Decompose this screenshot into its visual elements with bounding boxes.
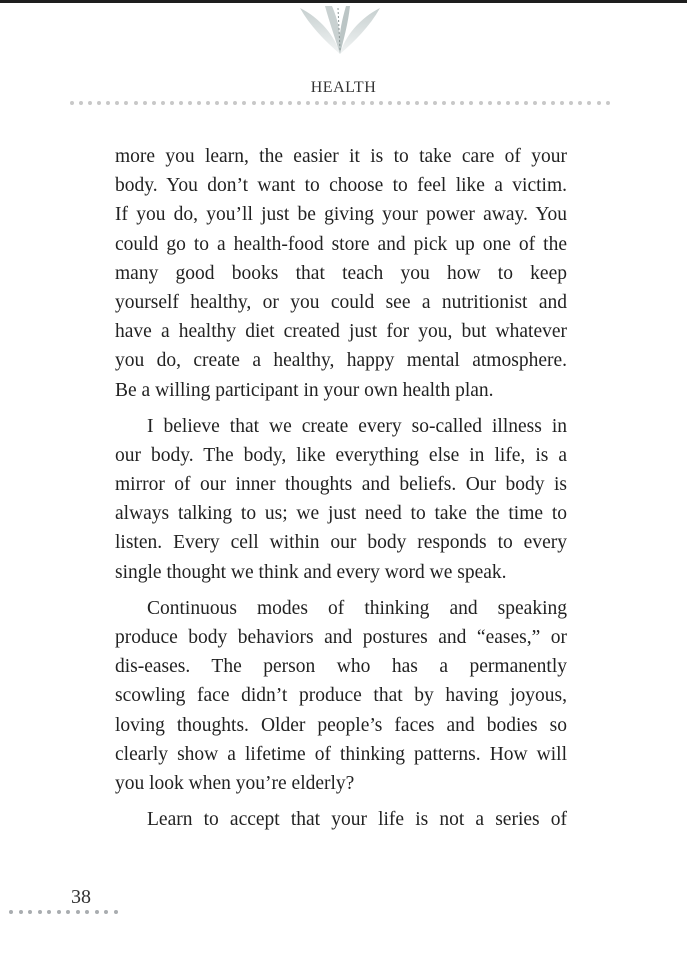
text-line: dis-eases. The person who has a permanently — [115, 656, 567, 678]
footer-dot — [19, 910, 23, 914]
text-line: could go to a health-food store and pick up one of the — [115, 233, 567, 255]
rule-dot — [315, 101, 319, 105]
footer-dot — [57, 910, 61, 914]
rule-dot — [324, 101, 328, 105]
page-number: 38 — [71, 886, 91, 908]
rule-dot — [524, 101, 528, 105]
rule-dot — [370, 101, 374, 105]
rule-dot — [569, 101, 573, 105]
rule-dot — [578, 101, 582, 105]
text-line: loving thoughts. Older people’s faces and bodies so — [115, 714, 567, 736]
text-line: If you do, you’ll just be giving your power away. You — [115, 204, 567, 226]
rule-dot — [170, 101, 174, 105]
text-line: you do, create a healthy, happy mental atmosphere. — [115, 350, 567, 372]
rule-dot — [224, 101, 228, 105]
rule-dot — [79, 101, 83, 105]
footer-dot — [28, 910, 32, 914]
rule-dot — [152, 101, 156, 105]
rule-dot — [288, 101, 292, 105]
rule-dot — [533, 101, 537, 105]
paragraph — [115, 594, 567, 798]
rule-dot — [397, 101, 401, 105]
footer-dotted-ornament — [9, 910, 118, 914]
rule-dot — [379, 101, 383, 105]
rule-dot — [606, 101, 610, 105]
rule-dot — [451, 101, 455, 105]
rule-dot — [143, 101, 147, 105]
rule-dot — [242, 101, 246, 105]
rule-dot — [88, 101, 92, 105]
rule-dot — [261, 101, 265, 105]
paragraph — [115, 805, 567, 834]
rule-dot — [124, 101, 128, 105]
page-top-edge — [0, 0, 687, 3]
rule-dot — [206, 101, 210, 105]
footer-dot — [95, 910, 99, 914]
text-line: our body. The body, like everything else in life, is a — [115, 444, 567, 466]
running-head: HEALTH — [310, 79, 377, 96]
footer-dot — [9, 910, 13, 914]
rule-dot — [551, 101, 555, 105]
rule-dot — [342, 101, 346, 105]
text-line: more you learn, the easier it is to take care of your — [115, 146, 567, 167]
text-line: scowling face didn’t produce that by having joyous, — [115, 685, 567, 707]
rule-dot — [460, 101, 464, 105]
text-line: single thought we think and every word we speak. — [115, 561, 507, 583]
rule-dot — [279, 101, 283, 105]
rule-dot — [70, 101, 74, 105]
text-line: Be a willing participant in your own health plan. — [115, 379, 494, 401]
rule-dot — [351, 101, 355, 105]
text-line: body. You don’t want to choose to feel like a victim. — [115, 175, 567, 197]
rule-dot — [388, 101, 392, 105]
rule-dot — [252, 101, 256, 105]
text-line: you look when you’re elderly? — [115, 772, 355, 794]
text-line: Learn to accept that your life is not a series of — [147, 809, 567, 831]
rule-dot — [488, 101, 492, 105]
rule-dot — [233, 101, 237, 105]
rule-dot — [270, 101, 274, 105]
rule-dot — [188, 101, 192, 105]
rule-dot — [197, 101, 201, 105]
body-text — [115, 142, 567, 841]
leaf-ornament-icon — [280, 6, 400, 56]
text-line: mirror of our inner thoughts and beliefs. Our body is — [115, 474, 567, 496]
rule-dot — [479, 101, 483, 105]
footer-dot — [76, 910, 80, 914]
text-line: have a healthy diet created just for you, but whatever — [115, 321, 567, 343]
text-line: yourself healthy, or you could see a nutritionist and — [115, 291, 567, 313]
footer-dot — [85, 910, 89, 914]
text-line: I believe that we create every so-called illness in — [147, 415, 567, 437]
rule-dot — [115, 101, 119, 105]
rule-dot — [469, 101, 473, 105]
rule-dot — [134, 101, 138, 105]
paragraph — [115, 142, 567, 405]
header-dotted-rule — [70, 101, 610, 107]
rule-dot — [506, 101, 510, 105]
rule-dot — [442, 101, 446, 105]
rule-dot — [97, 101, 101, 105]
rule-dot — [406, 101, 410, 105]
rule-dot — [597, 101, 601, 105]
footer-dot — [66, 910, 70, 914]
text-line: listen. Every cell within our body responds to every — [115, 532, 567, 554]
footer-dot — [104, 910, 108, 914]
footer-dot — [47, 910, 51, 914]
text-line: Continuous modes of thinking and speaking — [147, 597, 567, 619]
rule-dot — [333, 101, 337, 105]
text-line: always talking to us; we just need to take the time to — [115, 503, 567, 525]
rule-dot — [161, 101, 165, 105]
rule-dot — [424, 101, 428, 105]
rule-dot — [560, 101, 564, 105]
rule-dot — [306, 101, 310, 105]
footer-dot — [114, 910, 118, 914]
text-line: produce body behaviors and postures and “eases,” or — [115, 627, 567, 648]
rule-dot — [542, 101, 546, 105]
rule-dot — [215, 101, 219, 105]
rule-dot — [497, 101, 501, 105]
rule-dot — [587, 101, 591, 105]
text-line: clearly show a lifetime of thinking patterns. How will — [115, 743, 567, 765]
text-line: many good books that teach you how to keep — [115, 262, 567, 284]
rule-dot — [515, 101, 519, 105]
rule-dot — [361, 101, 365, 105]
rule-dot — [415, 101, 419, 105]
rule-dot — [179, 101, 183, 105]
rule-dot — [433, 101, 437, 105]
rule-dot — [297, 101, 301, 105]
paragraph — [115, 412, 567, 587]
rule-dot — [106, 101, 110, 105]
footer-dot — [38, 910, 42, 914]
